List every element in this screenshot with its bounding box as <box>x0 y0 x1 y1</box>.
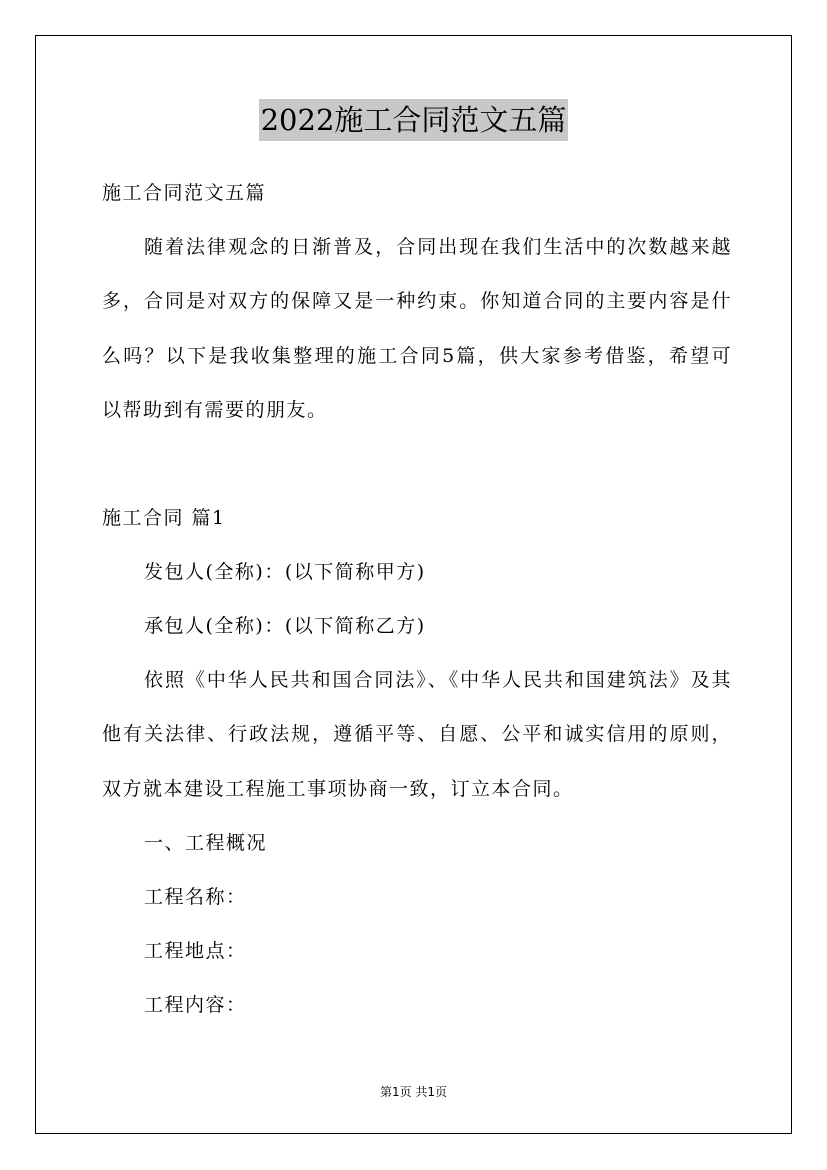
intro-line-4: 以帮助到有需要的朋友。 <box>102 399 328 421</box>
intro-line-2: 多，合同是对双方的保障又是一种约束。你知道合同的主要内容是什 <box>102 290 732 312</box>
party-b-line: 承包人(全称)：(以下简称乙方) <box>144 615 426 637</box>
document-subtitle: 施工合同范文五篇 <box>102 182 267 204</box>
basis-line-3: 双方就本建设工程施工事项协商一致，订立本合同。 <box>102 778 574 800</box>
basis-line-2: 他有关法律、行政法规，遵循平等、自愿、公平和诚实信用的原则， <box>102 723 732 745</box>
party-a-line: 发包人(全称)：(以下简称甲方) <box>144 561 426 583</box>
project-name-field: 工程名称： <box>144 886 247 908</box>
section-heading: 施工合同 篇1 <box>102 507 226 529</box>
clause-heading: 一、工程概况 <box>144 832 268 854</box>
intro-line-3: 么吗？以下是我收集整理的施工合同5篇，供大家参考借鉴，希望可 <box>102 345 732 367</box>
page-footer: 第1页 共1页 <box>379 1085 448 1099</box>
intro-line-1: 随着法律观念的日渐普及，合同出现在我们生活中的次数越来越 <box>144 236 732 258</box>
project-location-field: 工程地点： <box>144 940 247 962</box>
basis-line-1: 依照《中华人民共和国合同法》、《中华人民共和国建筑法》及其 <box>144 669 732 691</box>
document-title: 2022施工合同范文五篇 <box>259 99 569 141</box>
title-wrap <box>0 99 827 141</box>
project-content-field: 工程内容： <box>144 994 247 1016</box>
